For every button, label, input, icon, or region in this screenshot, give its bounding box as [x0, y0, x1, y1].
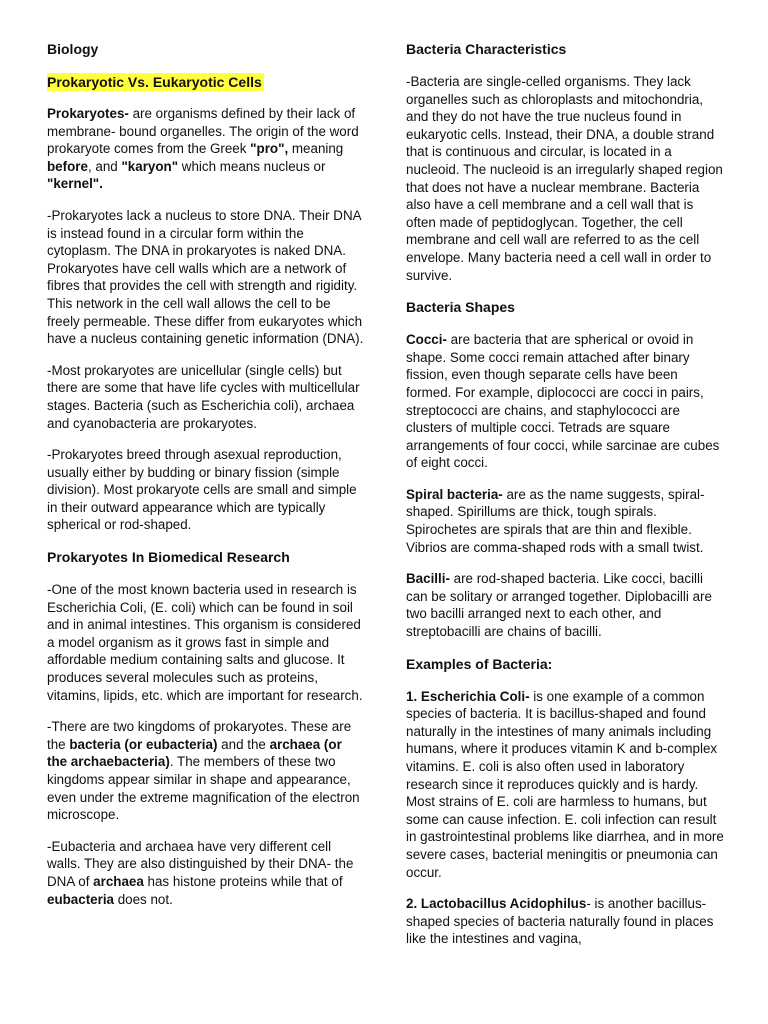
- document-title: Biology: [47, 41, 99, 57]
- cell-walls-paragraph: -Eubacteria and archaea have very different cell walls. They are also distinguished by their DNA- the DNA of archaea has histone proteins while that of eubacteria does not.: [47, 838, 354, 907]
- reproduction-paragraph: -Prokaryotes breed through asexual reproduction, usually either by budding or binary fission (simple division). Most prokaryote cells are small and simple in their outward appearance which are typically spherical or rod-shaped.: [47, 447, 357, 533]
- example-lactobacillus-paragraph: 2. Lactobacillus Acidophilus- is another bacillus-shaped species of bacteria naturally found in places like the intestines and vagina,: [406, 896, 714, 947]
- biomedical-research-heading: Prokaryotes In Biomedical Research: [47, 549, 290, 566]
- unicellular-paragraph: -Most prokaryotes are unicellular (single cells) but there are some that have life cycles with multicellular stages. Bacteria (such as Escherichia coli), archaea and cyanobacteria are prokaryotes.: [47, 362, 360, 431]
- left-column: [47, 40, 365, 922]
- prokaryote-dna-paragraph: -Prokaryotes lack a nucleus to store DNA. Their DNA is instead found in a circular form within the cytoplasm. The DNA in prokaryotes is naked DNA. Prokaryotes have cell walls which are a network of fibres that provides the cell with strength and rigidity. This network in the cell wall allows the cell to be freely permeable. These differ from eukaryotes which have a nucleus containing genetic information (DNA).: [47, 207, 364, 347]
- highlighted-heading: [47, 73, 365, 91]
- spiral-paragraph: Spiral bacteria- are as the name suggests, spiral-shaped. Spirillums are thick, tough spirals. Spirochetes are spirals that are thin and flexible. Vibrios are comma-shaped rods with a small twist.: [406, 486, 705, 555]
- bacteria-characteristics-paragraph: -Bacteria are single-celled organisms. They lack organelles such as chloroplasts and mitochondria, and they do not have the true nucleus found in eukaryotic cells. Instead, their DNA, a double strand that is continuous and circular, is located in a nucleoid. The nucleoid is an irregularly shaped region that does not have a nuclear membrane. Bacteria also have a cell membrane and a cell wall that is often made of peptidoglycan. Together, the cell membrane and cell wall are referred to as the cell envelope. Many bacteria need a cell wall in order to survive.: [406, 74, 723, 283]
- prokaryotes-definition-paragraph: Prokaryotes- are organisms defined by their lack of membrane- bound organelles. The origin of the word prokaryote comes from the Greek "pro", meaning before, and "karyon" which means nucleus or "kernel".: [47, 106, 359, 192]
- kingdoms-paragraph: -There are two kingdoms of prokaryotes. These are the bacteria (or eubacteria) and the archaea (or the archaebacteria). The members of these two kingdoms appear similar in shape and appearance, even under the extreme magnification of the electron microscope.: [47, 719, 360, 823]
- highlight-text: Prokaryotic Vs. Eukaryotic Cells: [47, 74, 262, 90]
- cocci-paragraph: Cocci- are bacteria that are spherical or ovoid in shape. Some cocci remain attached after binary fission, even though separate cells have been formed. For example, diplococci are cocci in pairs, streptococci are chains, and staphylococci are clusters of multiple cocci. Tetrads are square arrangements of four cocci, while sarcinae are cubes of eight cocci.: [406, 332, 720, 471]
- bacilli-paragraph: Bacilli- are rod-shaped bacteria. Like cocci, bacilli can be solitary or arranged together. Diplobacilli are two bacilli arranged next to each other, and streptobacilli are chains of bacilli.: [406, 571, 712, 640]
- examples-heading: Examples of Bacteria:: [406, 655, 553, 672]
- bacteria-shapes-heading: Bacteria Shapes: [406, 299, 515, 316]
- right-column: [406, 40, 724, 962]
- ecoli-research-paragraph: -One of the most known bacteria used in research is Escherichia Coli, (E. coli) which can be found in soil and in animal intestines. This organism is considered a model organism as it grows fast in simple and affordable medium containing salts and glucose. It produces several molecules such as proteins, vitamins, lipids, etc. which are important for research.: [47, 582, 363, 703]
- example-ecoli-paragraph: 1. Escherichia Coli- is one example of a common species of bacteria. It is bacillus-shaped and found naturally in the intestines of many animals including humans, where it produces vitamin K and b-complex vitamins. E. coli is also often used in laboratory research since it reproduces quickly and is hardy. Most strains of E. coli are harmless to humans, but some can cause infection. E. coli infection can result in gastrointestinal problems like diarrhea, and in more severe cases, bacterial meningitis or pneumonia can occur.: [406, 688, 724, 880]
- bacteria-characteristics-heading: Bacteria Characteristics: [406, 41, 567, 57]
